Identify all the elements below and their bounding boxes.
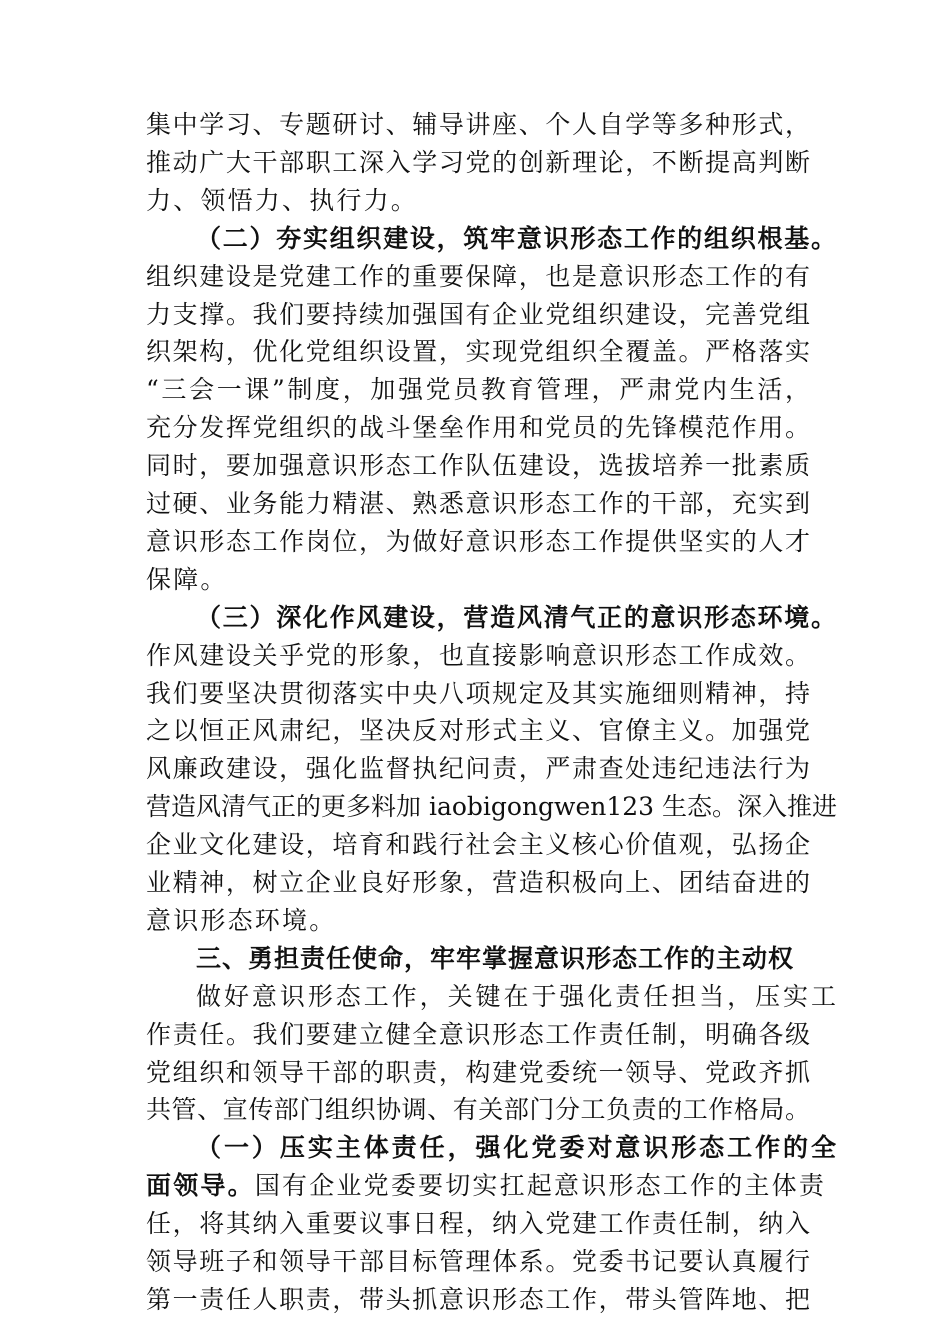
body-text-line: 意识形态环境。	[146, 905, 337, 935]
body-text-line: 任，将其纳入重要议事日程，纳入党建工作责任制，纳入	[146, 1209, 810, 1239]
section-heading-2: （二）夯实组织建设，筑牢意识形态工作的组织根基。	[196, 223, 836, 253]
body-text-line: 意识形态工作岗位，为做好意识形态工作提供坚实的人才	[146, 526, 810, 556]
chapter-heading: 三、勇担责任使命，牢牢掌握意识形态工作的主动权	[196, 943, 795, 973]
body-text-line: 共管、宣传部门组织协调、有关部门分工负责的工作格局。	[146, 1095, 810, 1125]
body-text-line: 领导班子和领导干部目标管理体系。党委书记要认真履行	[146, 1247, 810, 1276]
body-text-line: 企业文化建设，培育和践行社会主义核心价值观，弘扬企	[146, 830, 810, 860]
body-text-line: 之以恒正风肃纪，坚决反对形式主义、官僚主义。加强党	[146, 716, 810, 746]
body-text-line: 集中学习、专题研讨、辅导讲座、个人自学等多种形式，	[146, 110, 810, 139]
body-text-line: 我们要坚决贯彻落实中央八项规定及其实施细则精神，持	[146, 678, 810, 708]
body-text-line: 组织建设是党建工作的重要保障，也是意识形态工作的有	[146, 261, 810, 291]
body-text-line: 作责任。我们要建立健全意识形态工作责任制，明确各级	[146, 1019, 810, 1049]
body-text-line: 过硬、业务能力精湛、熟悉意识形态工作的干部，充实到	[146, 489, 810, 518]
body-text-line: 力支撑。我们要持续加强国有企业党组织建设，完善党组	[146, 299, 810, 329]
body-text-line: 第一责任人职责，带头抓意识形态工作，带头管阵地、把	[146, 1284, 810, 1314]
body-text-line: “三会一课”制度，加强党员教育管理，严肃党内生活，	[146, 375, 810, 405]
body-text-line: 营造风清气正的更多料加 iaobigongwen123 生态。深入推进	[146, 792, 838, 822]
body-text-line: 保障。	[146, 564, 228, 594]
section-heading-3: （三）深化作风建设，营造风清气正的意识形态环境。	[196, 602, 836, 632]
body-text-line: 同时，要加强意识形态工作队伍建设，选拔培养一批素质	[146, 451, 810, 481]
body-text-line: 做好意识形态工作，关键在于强化责任担当，压实工	[196, 981, 836, 1011]
body-text-line: 作风建设关乎党的形象，也直接影响意识形态工作成效。	[146, 640, 810, 670]
body-text-line: 业精神，树立企业良好形象，营造积极向上、团结奋进的	[146, 868, 810, 897]
body-text-line	[146, 1169, 827, 1203]
body-text-line: 充分发挥党组织的战斗堡垒作用和党员的先锋模范作用。	[146, 413, 810, 443]
body-text-line: 力、领悟力、执行力。	[146, 185, 419, 215]
body-text-line: 党组织和领导干部的职责，构建党委统一领导、党政齐抓	[146, 1057, 810, 1087]
section-heading-1-end: 面领导。	[146, 1171, 255, 1201]
body-text-line: 织架构，优化党组织设置，实现党组织全覆盖。严格落实	[146, 337, 810, 367]
section-heading-1: （一）压实主体责任，强化党委对意识形态工作的全	[196, 1133, 836, 1163]
body-text-line: 推动广大干部职工深入学习党的创新理论，不断提高判断	[146, 147, 810, 177]
body-text-span: 国有企业党委要切实扛起意识形态工作的主体责	[254, 1171, 827, 1201]
body-text-line: 风廉政建设，强化监督执纪问责，严肃查处违纪违法行为	[146, 754, 810, 784]
